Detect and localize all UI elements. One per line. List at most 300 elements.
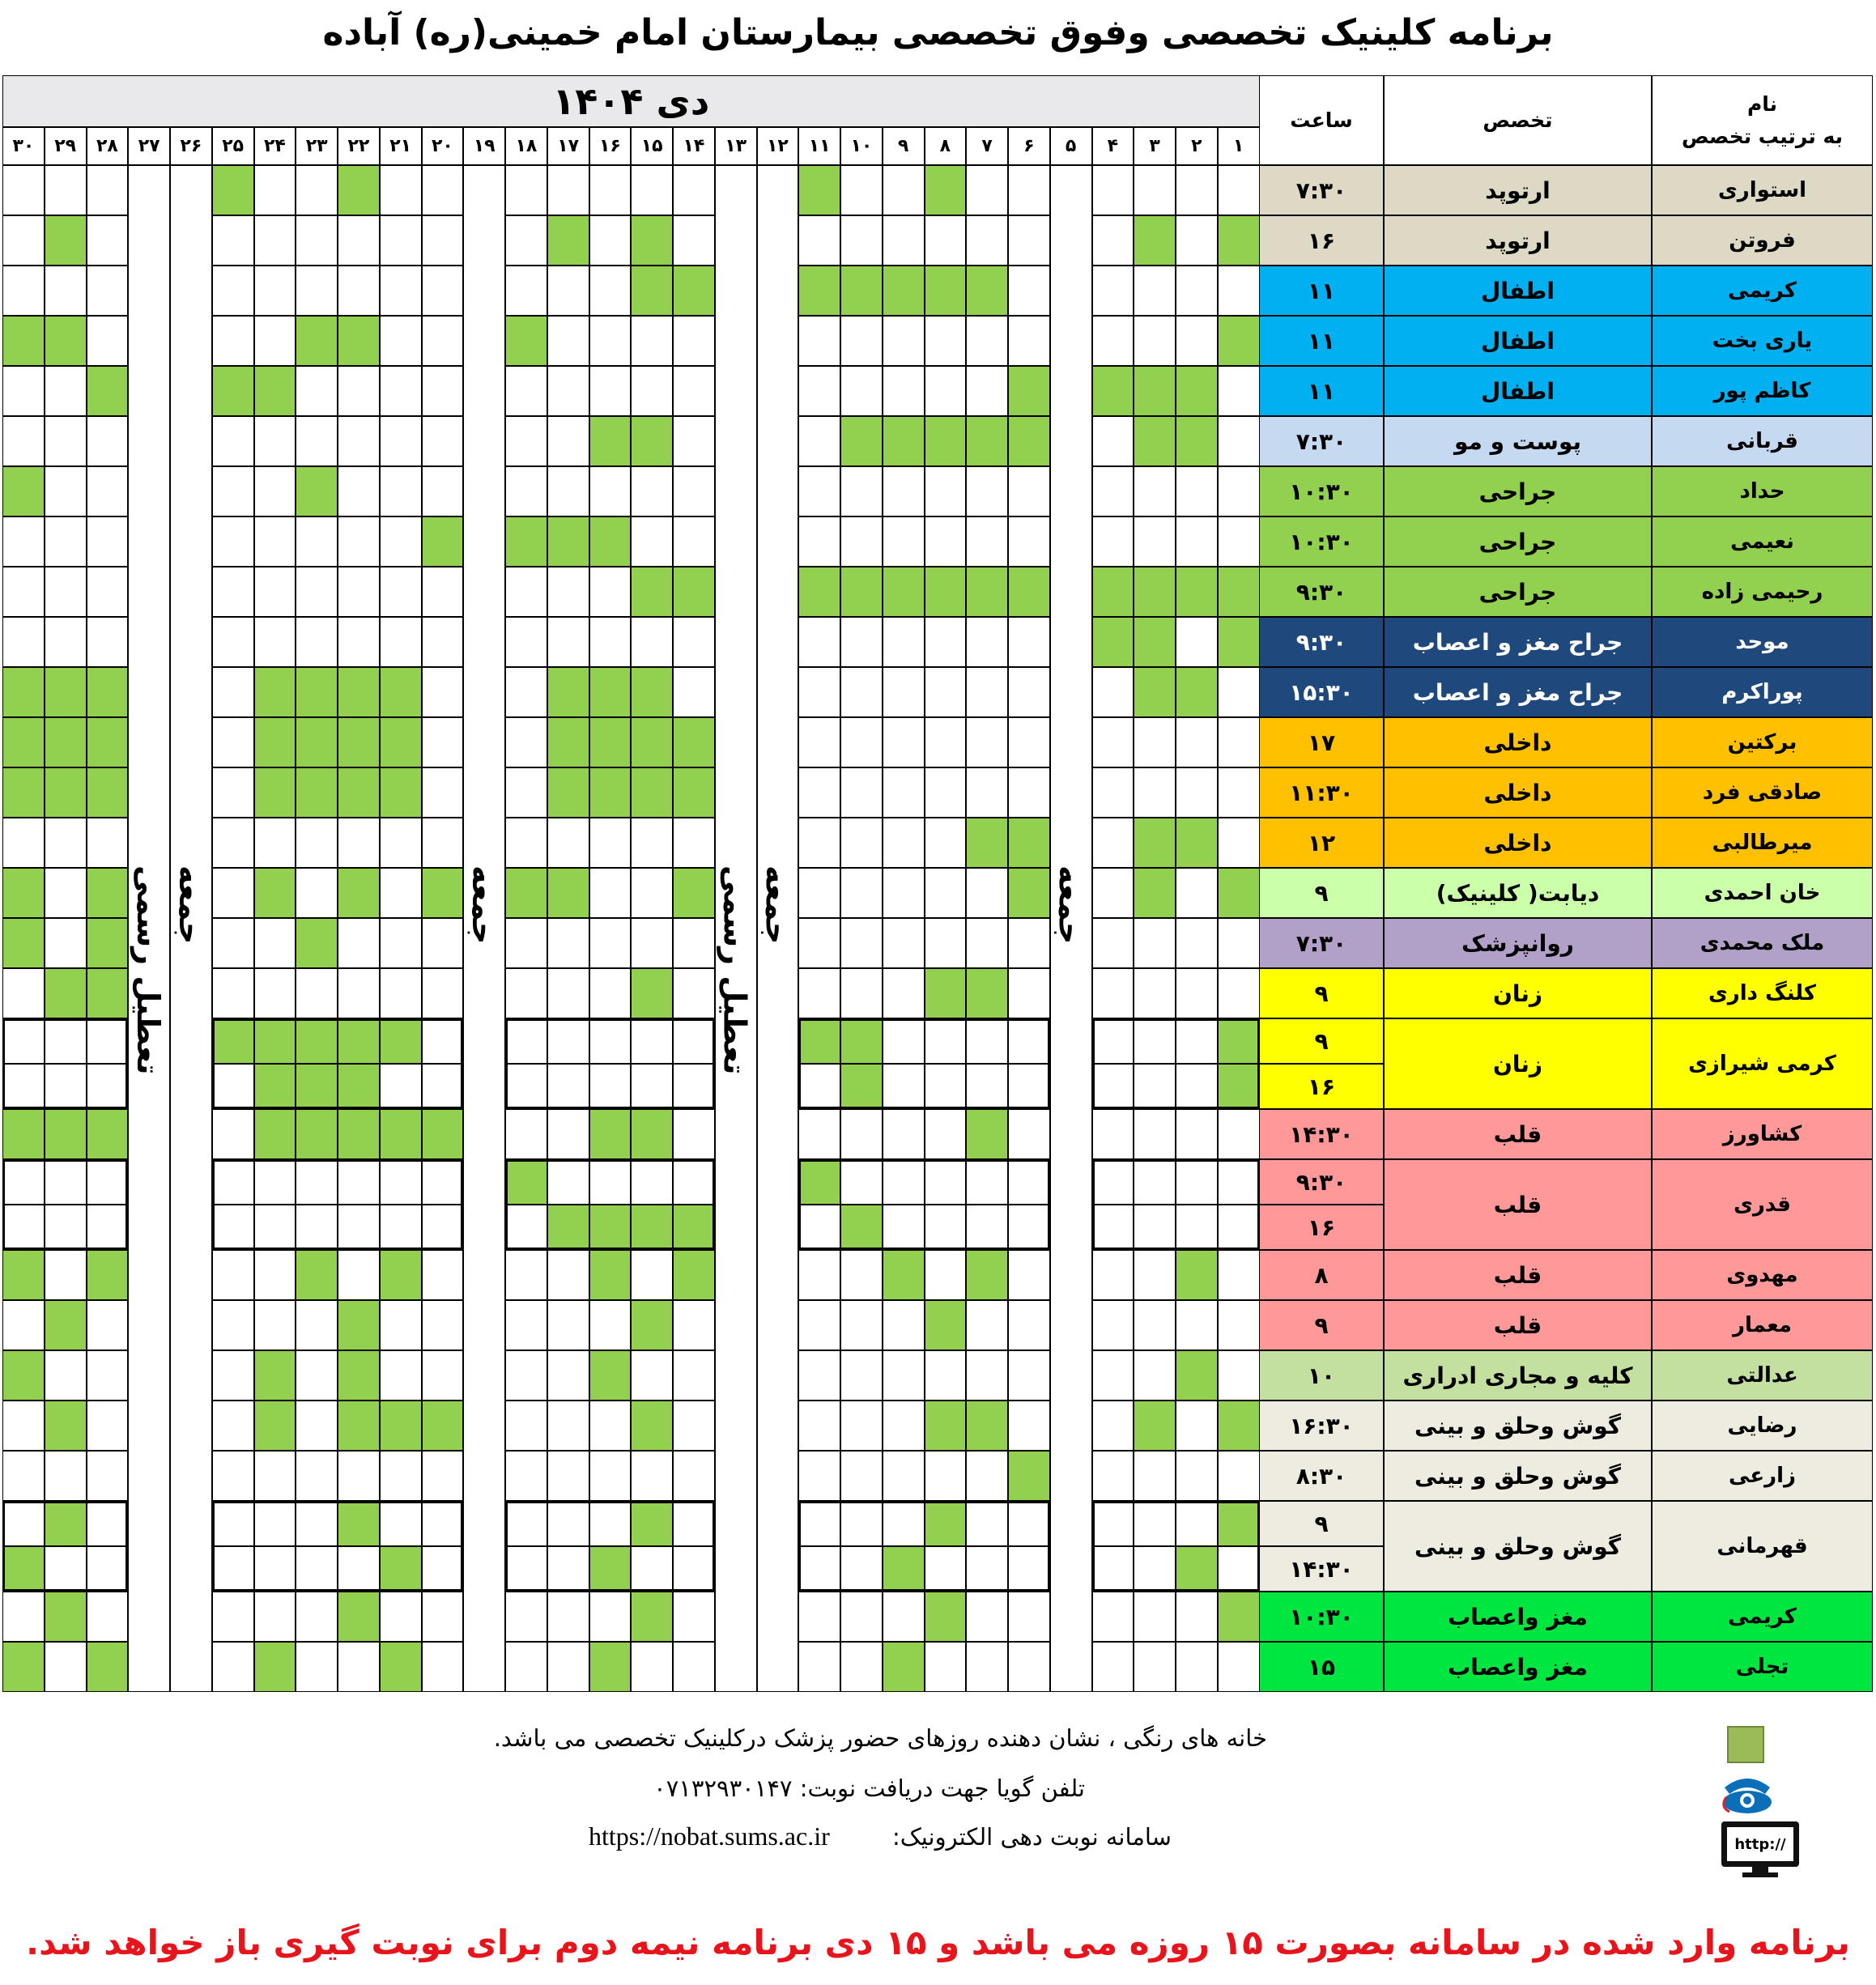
day-cell[interactable] (212, 1642, 254, 1692)
day-cell[interactable] (673, 165, 715, 215)
day-cell-present[interactable] (589, 667, 632, 717)
day-cell[interactable] (547, 968, 589, 1018)
day-cell[interactable] (380, 1350, 422, 1401)
day-cell[interactable] (87, 567, 129, 617)
day-cell[interactable] (2, 1018, 45, 1064)
day-cell[interactable] (589, 466, 632, 516)
day-cell[interactable] (840, 667, 883, 717)
day-cell[interactable] (1008, 1350, 1050, 1401)
day-cell[interactable] (547, 567, 589, 617)
day-cell[interactable] (840, 466, 883, 516)
day-cell[interactable] (2, 516, 45, 567)
day-cell[interactable] (840, 868, 883, 918)
day-cell[interactable] (1092, 767, 1134, 818)
day-cell[interactable] (505, 215, 547, 266)
day-cell-present[interactable] (589, 516, 632, 567)
day-cell[interactable] (1134, 1018, 1176, 1064)
day-cell-present[interactable] (2, 667, 45, 717)
day-cell[interactable] (589, 1592, 632, 1642)
day-cell[interactable] (380, 516, 422, 567)
day-cell[interactable] (966, 1501, 1008, 1546)
day-cell[interactable] (631, 316, 673, 366)
day-cell-present[interactable] (87, 366, 129, 416)
day-cell[interactable] (1008, 1300, 1050, 1350)
day-cell[interactable] (45, 818, 87, 868)
day-cell[interactable] (1176, 1501, 1218, 1546)
day-cell[interactable] (966, 165, 1008, 215)
day-cell[interactable] (296, 516, 338, 567)
day-cell[interactable] (1008, 1159, 1050, 1205)
day-cell[interactable] (1176, 266, 1218, 316)
day-cell[interactable] (589, 1501, 632, 1546)
day-cell[interactable] (547, 366, 589, 416)
day-cell[interactable] (338, 215, 380, 266)
day-cell[interactable] (1134, 1300, 1176, 1350)
day-cell[interactable] (547, 1064, 589, 1109)
day-cell[interactable] (1218, 1250, 1260, 1300)
day-cell-present[interactable] (254, 366, 296, 416)
day-cell-present[interactable] (2, 1642, 45, 1692)
day-cell[interactable] (45, 1018, 87, 1064)
day-cell[interactable] (212, 516, 254, 567)
day-cell[interactable] (2, 1159, 45, 1205)
day-cell-present[interactable] (505, 1159, 547, 1205)
day-cell[interactable] (589, 1018, 632, 1064)
day-cell-present[interactable] (631, 1592, 673, 1642)
day-cell[interactable] (798, 1451, 840, 1501)
day-cell-present[interactable] (883, 1546, 925, 1592)
day-cell[interactable] (296, 366, 338, 416)
day-cell[interactable] (422, 1018, 464, 1064)
day-cell[interactable] (2, 1451, 45, 1501)
day-cell-present[interactable] (45, 667, 87, 717)
day-cell-present[interactable] (1008, 567, 1050, 617)
day-cell[interactable] (1218, 767, 1260, 818)
day-cell[interactable] (673, 617, 715, 667)
day-cell[interactable] (547, 1159, 589, 1205)
day-cell[interactable] (966, 617, 1008, 667)
day-cell-present[interactable] (87, 717, 129, 767)
day-cell-present[interactable] (380, 1250, 422, 1300)
day-cell[interactable] (254, 617, 296, 667)
day-cell[interactable] (505, 366, 547, 416)
day-cell[interactable] (2, 968, 45, 1018)
day-cell-present[interactable] (296, 466, 338, 516)
day-cell[interactable] (966, 1159, 1008, 1205)
day-cell[interactable] (2, 266, 45, 316)
day-cell[interactable] (925, 215, 967, 266)
day-cell[interactable] (631, 818, 673, 868)
day-cell[interactable] (547, 918, 589, 968)
day-cell-present[interactable] (631, 1300, 673, 1350)
day-cell[interactable] (1218, 366, 1260, 416)
day-cell[interactable] (1008, 1401, 1050, 1451)
day-cell[interactable] (2, 1592, 45, 1642)
day-cell[interactable] (422, 1501, 464, 1546)
day-cell[interactable] (1092, 1064, 1134, 1109)
day-cell[interactable] (422, 567, 464, 617)
day-cell[interactable] (883, 1592, 925, 1642)
day-cell[interactable] (422, 316, 464, 366)
day-cell[interactable] (547, 1642, 589, 1692)
day-cell[interactable] (1176, 1592, 1218, 1642)
day-cell-present[interactable] (1218, 1401, 1260, 1451)
day-cell[interactable] (2, 215, 45, 266)
day-cell[interactable] (422, 968, 464, 1018)
day-cell[interactable] (883, 868, 925, 918)
day-cell-present[interactable] (798, 1018, 840, 1064)
day-cell[interactable] (631, 516, 673, 567)
day-cell[interactable] (1218, 1350, 1260, 1401)
day-cell[interactable] (840, 1592, 883, 1642)
day-cell-present[interactable] (589, 1642, 632, 1692)
day-cell[interactable] (1092, 1350, 1134, 1401)
day-cell[interactable] (1218, 266, 1260, 316)
day-cell[interactable] (212, 1205, 254, 1250)
day-cell[interactable] (380, 1159, 422, 1205)
day-cell[interactable] (505, 567, 547, 617)
day-cell[interactable] (296, 1350, 338, 1401)
day-cell[interactable] (505, 1109, 547, 1159)
day-cell[interactable] (422, 617, 464, 667)
day-cell[interactable] (422, 1159, 464, 1205)
day-cell[interactable] (798, 215, 840, 266)
day-cell-present[interactable] (840, 416, 883, 466)
day-cell[interactable] (1176, 316, 1218, 366)
day-cell[interactable] (966, 1546, 1008, 1592)
day-cell[interactable] (254, 316, 296, 366)
day-cell[interactable] (296, 868, 338, 918)
day-cell[interactable] (1092, 1109, 1134, 1159)
day-cell[interactable] (631, 1451, 673, 1501)
day-cell[interactable] (212, 717, 254, 767)
day-cell[interactable] (505, 1350, 547, 1401)
day-cell-present[interactable] (547, 717, 589, 767)
day-cell[interactable] (505, 1064, 547, 1109)
day-cell[interactable] (212, 667, 254, 717)
day-cell[interactable] (422, 266, 464, 316)
day-cell[interactable] (1218, 165, 1260, 215)
day-cell[interactable] (925, 516, 967, 567)
day-cell[interactable] (966, 717, 1008, 767)
day-cell-present[interactable] (2, 717, 45, 767)
day-cell[interactable] (840, 1300, 883, 1350)
day-cell[interactable] (798, 868, 840, 918)
day-cell[interactable] (45, 366, 87, 416)
day-cell[interactable] (45, 1451, 87, 1501)
day-cell[interactable] (1134, 1250, 1176, 1300)
day-cell[interactable] (422, 918, 464, 968)
day-cell[interactable] (1092, 266, 1134, 316)
day-cell[interactable] (1218, 416, 1260, 466)
day-cell-present[interactable] (589, 767, 632, 818)
day-cell-present[interactable] (338, 1064, 380, 1109)
day-cell[interactable] (798, 1592, 840, 1642)
day-cell[interactable] (798, 1401, 840, 1451)
day-cell[interactable] (1176, 215, 1218, 266)
day-cell[interactable] (1218, 1300, 1260, 1350)
day-cell[interactable] (547, 416, 589, 466)
day-cell[interactable] (966, 1350, 1008, 1401)
day-cell[interactable] (2, 1300, 45, 1350)
day-cell[interactable] (45, 1064, 87, 1109)
day-cell[interactable] (589, 868, 632, 918)
day-cell-present[interactable] (2, 767, 45, 818)
day-cell[interactable] (1176, 767, 1218, 818)
day-cell[interactable] (589, 818, 632, 868)
day-cell[interactable] (883, 1300, 925, 1350)
day-cell[interactable] (87, 1501, 129, 1546)
day-cell[interactable] (1008, 516, 1050, 567)
day-cell[interactable] (254, 567, 296, 617)
day-cell[interactable] (296, 1401, 338, 1451)
day-cell[interactable] (798, 1300, 840, 1350)
day-cell[interactable] (589, 366, 632, 416)
day-cell[interactable] (673, 215, 715, 266)
day-cell-present[interactable] (422, 1401, 464, 1451)
day-cell[interactable] (631, 165, 673, 215)
day-cell[interactable] (673, 1451, 715, 1501)
day-cell-present[interactable] (296, 1018, 338, 1064)
day-cell[interactable] (798, 416, 840, 466)
day-cell[interactable] (883, 968, 925, 1018)
day-cell-present[interactable] (1218, 1018, 1260, 1064)
day-cell[interactable] (1176, 466, 1218, 516)
day-cell[interactable] (547, 1592, 589, 1642)
day-cell[interactable] (505, 617, 547, 667)
day-cell-present[interactable] (1218, 316, 1260, 366)
day-cell[interactable] (840, 1546, 883, 1592)
day-cell-present[interactable] (631, 266, 673, 316)
day-cell[interactable] (296, 968, 338, 1018)
day-cell[interactable] (1092, 1018, 1134, 1064)
day-cell[interactable] (296, 416, 338, 466)
day-cell[interactable] (2, 416, 45, 466)
day-cell[interactable] (338, 968, 380, 1018)
day-cell-present[interactable] (338, 1109, 380, 1159)
day-cell-present[interactable] (254, 717, 296, 767)
day-cell[interactable] (966, 1451, 1008, 1501)
day-cell[interactable] (45, 165, 87, 215)
day-cell[interactable] (966, 516, 1008, 567)
day-cell[interactable] (840, 1401, 883, 1451)
day-cell[interactable] (212, 767, 254, 818)
day-cell[interactable] (1008, 918, 1050, 968)
day-cell[interactable] (798, 667, 840, 717)
day-cell[interactable] (798, 1350, 840, 1401)
day-cell-present[interactable] (589, 1205, 632, 1250)
day-cell[interactable] (925, 1205, 967, 1250)
day-cell[interactable] (1176, 1205, 1218, 1250)
day-cell[interactable] (1008, 1109, 1050, 1159)
day-cell[interactable] (1008, 1250, 1050, 1300)
day-cell[interactable] (883, 366, 925, 416)
day-cell[interactable] (45, 567, 87, 617)
day-cell[interactable] (631, 918, 673, 968)
day-cell[interactable] (1218, 968, 1260, 1018)
day-cell-present[interactable] (883, 567, 925, 617)
day-cell[interactable] (296, 1300, 338, 1350)
day-cell-present[interactable] (338, 767, 380, 818)
day-cell[interactable] (1092, 968, 1134, 1018)
day-cell-present[interactable] (1134, 366, 1176, 416)
day-cell[interactable] (673, 1642, 715, 1692)
day-cell-present[interactable] (589, 1250, 632, 1300)
day-cell-present[interactable] (673, 1250, 715, 1300)
day-cell-present[interactable] (380, 1401, 422, 1451)
day-cell[interactable] (966, 466, 1008, 516)
day-cell[interactable] (45, 1546, 87, 1592)
day-cell[interactable] (925, 617, 967, 667)
day-cell[interactable] (254, 968, 296, 1018)
day-cell-present[interactable] (254, 1401, 296, 1451)
day-cell-present[interactable] (254, 1642, 296, 1692)
day-cell[interactable] (380, 918, 422, 968)
day-cell[interactable] (798, 918, 840, 968)
day-cell[interactable] (338, 466, 380, 516)
day-cell-present[interactable] (338, 1592, 380, 1642)
day-cell-present[interactable] (631, 567, 673, 617)
day-cell[interactable] (380, 416, 422, 466)
day-cell[interactable] (798, 617, 840, 667)
day-cell[interactable] (1008, 316, 1050, 366)
day-cell[interactable] (1176, 1018, 1218, 1064)
day-cell-present[interactable] (45, 968, 87, 1018)
day-cell[interactable] (380, 567, 422, 617)
day-cell[interactable] (1176, 1451, 1218, 1501)
day-cell[interactable] (547, 165, 589, 215)
day-cell-present[interactable] (1092, 567, 1134, 617)
day-cell[interactable] (840, 165, 883, 215)
day-cell[interactable] (2, 1401, 45, 1451)
day-cell[interactable] (380, 215, 422, 266)
day-cell[interactable] (1092, 1300, 1134, 1350)
day-cell[interactable] (1218, 1546, 1260, 1592)
day-cell[interactable] (673, 1064, 715, 1109)
day-cell[interactable] (925, 316, 967, 366)
day-cell-present[interactable] (422, 516, 464, 567)
day-cell-present[interactable] (1218, 868, 1260, 918)
day-cell[interactable] (547, 818, 589, 868)
day-cell-present[interactable] (1218, 1064, 1260, 1109)
day-cell[interactable] (883, 1064, 925, 1109)
day-cell-present[interactable] (380, 667, 422, 717)
day-cell[interactable] (1092, 1401, 1134, 1451)
day-cell-present[interactable] (925, 416, 967, 466)
day-cell[interactable] (212, 617, 254, 667)
day-cell-present[interactable] (1134, 818, 1176, 868)
day-cell-present[interactable] (45, 316, 87, 366)
day-cell[interactable] (505, 818, 547, 868)
day-cell[interactable] (798, 717, 840, 767)
day-cell-present[interactable] (338, 1018, 380, 1064)
day-cell[interactable] (422, 416, 464, 466)
day-cell-present[interactable] (883, 1250, 925, 1300)
day-cell-present[interactable] (338, 717, 380, 767)
day-cell[interactable] (212, 1451, 254, 1501)
day-cell[interactable] (422, 1592, 464, 1642)
day-cell-present[interactable] (45, 1300, 87, 1350)
day-cell-present[interactable] (338, 1350, 380, 1401)
day-cell[interactable] (254, 466, 296, 516)
day-cell[interactable] (422, 1205, 464, 1250)
day-cell[interactable] (966, 1300, 1008, 1350)
day-cell-present[interactable] (2, 868, 45, 918)
day-cell[interactable] (296, 1642, 338, 1692)
day-cell[interactable] (87, 416, 129, 466)
day-cell[interactable] (966, 767, 1008, 818)
day-cell[interactable] (212, 1501, 254, 1546)
day-cell-present[interactable] (2, 1546, 45, 1592)
day-cell[interactable] (840, 818, 883, 868)
day-cell[interactable] (338, 1642, 380, 1692)
day-cell[interactable] (1218, 818, 1260, 868)
day-cell-present[interactable] (840, 567, 883, 617)
day-cell[interactable] (338, 1451, 380, 1501)
day-cell-present[interactable] (254, 767, 296, 818)
day-cell[interactable] (1134, 266, 1176, 316)
day-cell[interactable] (1008, 1546, 1050, 1592)
day-cell[interactable] (1134, 767, 1176, 818)
day-cell-present[interactable] (966, 567, 1008, 617)
day-cell[interactable] (883, 1205, 925, 1250)
day-cell[interactable] (883, 918, 925, 968)
day-cell[interactable] (380, 1205, 422, 1250)
day-cell-present[interactable] (631, 1401, 673, 1451)
day-cell[interactable] (45, 617, 87, 667)
day-cell[interactable] (338, 1159, 380, 1205)
day-cell[interactable] (254, 1300, 296, 1350)
day-cell[interactable] (212, 215, 254, 266)
day-cell[interactable] (673, 466, 715, 516)
day-cell-present[interactable] (1008, 366, 1050, 416)
day-cell[interactable] (212, 466, 254, 516)
day-cell[interactable] (883, 1159, 925, 1205)
day-cell[interactable] (925, 717, 967, 767)
day-cell[interactable] (422, 1451, 464, 1501)
day-cell[interactable] (883, 1350, 925, 1401)
day-cell[interactable] (547, 1018, 589, 1064)
day-cell[interactable] (1092, 818, 1134, 868)
day-cell-present[interactable] (212, 1018, 254, 1064)
day-cell[interactable] (1218, 717, 1260, 767)
day-cell[interactable] (547, 1250, 589, 1300)
day-cell[interactable] (1092, 667, 1134, 717)
day-cell[interactable] (589, 1451, 632, 1501)
day-cell-present[interactable] (380, 1018, 422, 1064)
day-cell[interactable] (798, 818, 840, 868)
day-cell[interactable] (1134, 1064, 1176, 1109)
day-cell[interactable] (296, 165, 338, 215)
day-cell[interactable] (87, 165, 129, 215)
day-cell[interactable] (380, 1300, 422, 1350)
day-cell[interactable] (422, 1064, 464, 1109)
day-cell[interactable] (1134, 1642, 1176, 1692)
day-cell[interactable] (1176, 1401, 1218, 1451)
day-cell[interactable] (1092, 1501, 1134, 1546)
day-cell[interactable] (254, 416, 296, 466)
day-cell-present[interactable] (798, 165, 840, 215)
day-cell[interactable] (547, 466, 589, 516)
day-cell[interactable] (1008, 165, 1050, 215)
day-cell-present[interactable] (296, 667, 338, 717)
day-cell-present[interactable] (338, 667, 380, 717)
day-cell-present[interactable] (45, 215, 87, 266)
day-cell[interactable] (589, 617, 632, 667)
day-cell-present[interactable] (254, 1018, 296, 1064)
day-cell[interactable] (296, 1451, 338, 1501)
day-cell-present[interactable] (338, 868, 380, 918)
